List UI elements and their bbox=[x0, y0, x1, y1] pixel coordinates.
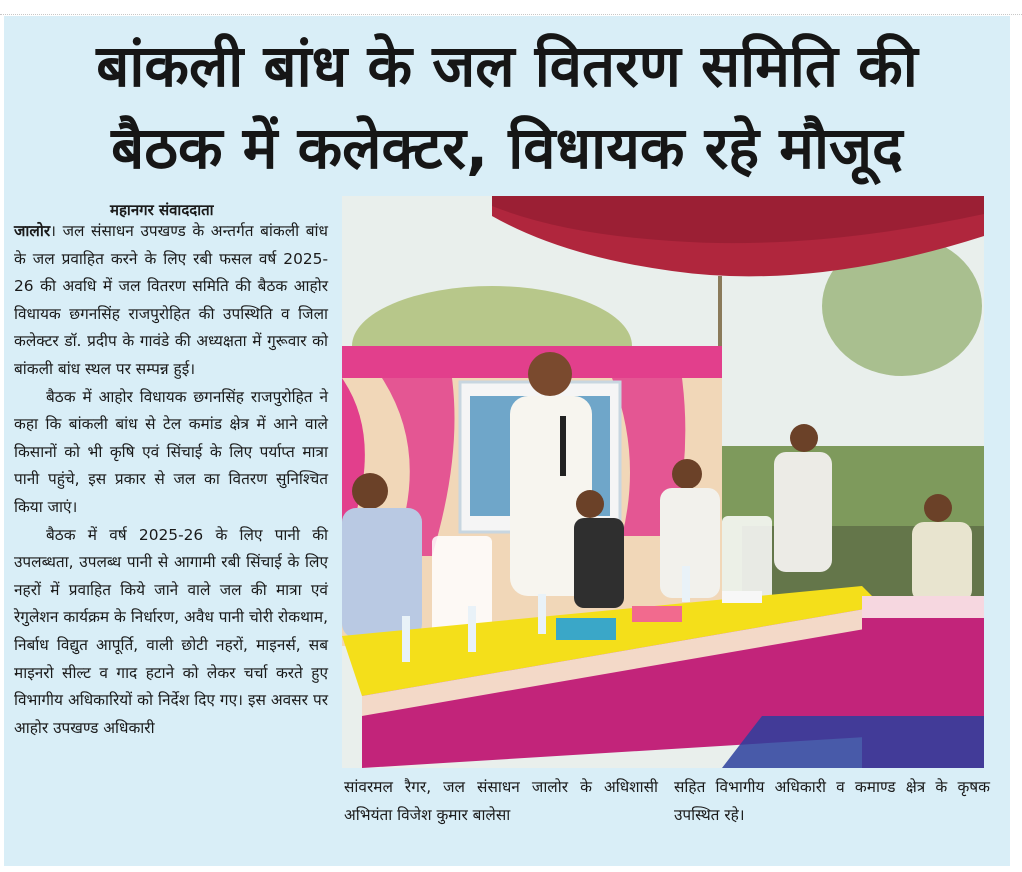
meeting-photo-illustration bbox=[342, 196, 984, 768]
article-paragraph-5: सहित विभागीय अधिकारी व कमाण्ड क्षेत्र के कृषक उपस्थित रहे। bbox=[674, 778, 990, 824]
article-paragraph-4: सांवरमल रैगर, जल संसाधन जालोर के अधिशासी अभियंता विजेश कुमार बालेसा bbox=[344, 778, 658, 824]
paragraph-1-text: । जल संसाधन उपखण्ड के अन्तर्गत बांकली बांध के जल प्रवाहित करने के लिए रबी फसल वर्ष 2025-26 की अवधि में जल वितरण समिति की बैठक आहोर विधायक छगनसिंह राजपुरोहित की उपस्थिति व जिला कलेक्टर डॉ. प्रदीप के गावंडे की अध्यक्षता में गुरूवार को बांकली बांध स्थल पर सम्पन्न हुई। bbox=[14, 222, 328, 378]
dateline: जालोर bbox=[14, 222, 51, 240]
article-paragraph-3: बैठक में वर्ष 2025-26 के लिए पानी की उपलब्धता, उपलब्ध पानी से आगामी रबी सिंचाई के लिए नहरों में प्रवाहित किये जाने वाले जल की मात्रा एवं रेगुलेशन कार्यक्रम के निर्धारण, अवैध पानी चोरी रोकथाम, निर्बाध विद्युत आपूर्ति, वाली छोटी नहरों, माइनर्स, सब माइनरो सील्ट व गाद हटाने को लेकर चर्चा करते हुए विभागीय अधिकारियों को निर्देश दिए गए। इस अवसर पर आहोर उपखण्ड अधिकारी bbox=[14, 525, 328, 737]
article-paragraph-1 bbox=[14, 218, 328, 384]
article-column-1 bbox=[14, 218, 328, 742]
top-strip bbox=[0, 0, 1022, 15]
headline-line-2: बैठक में कलेक्टर, विधायक रहे मौजूद bbox=[111, 114, 903, 182]
article-column-2 bbox=[344, 774, 658, 829]
news-photo bbox=[342, 196, 984, 768]
byline: महानगर संवाददाता bbox=[110, 201, 214, 219]
headline-line-1: बांकली बांध के जल वितरण समिति की bbox=[96, 32, 918, 100]
article-column-3 bbox=[674, 774, 990, 829]
article-paragraph-2: बैठक में आहोर विधायक छगनसिंह राजपुरोहित ने कहा कि बांकली बांध से टेल कमांड क्षेत्र में आने वाले किसानों को भी कृषि एवं सिंचाई के लिए पर्याप्त मात्रा पानी पहुंचे, इस प्रकार से जल का वितरण सुनिश्चित किया जाएं। bbox=[14, 387, 328, 516]
